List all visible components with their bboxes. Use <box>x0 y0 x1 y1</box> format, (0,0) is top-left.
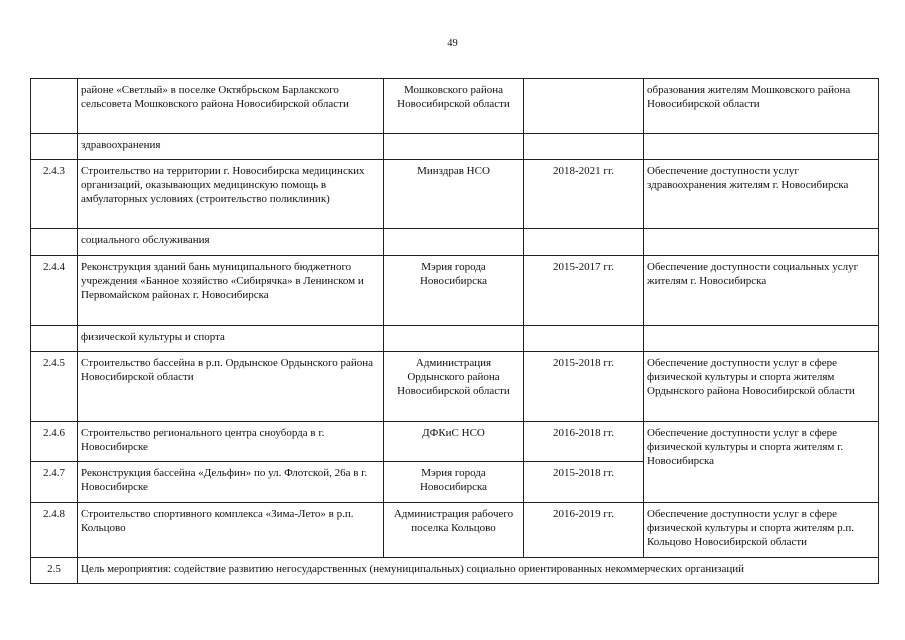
goal-text: Цель мероприятия: содействие развитию негосударственных (немуниципальных) социально ориентированных некоммерческих организаций <box>78 558 879 584</box>
expected-result: Обеспечение доступности услуг в сфере физической культуры и спорта жителям Ордынского района Новосибирской области <box>644 352 879 422</box>
page-number: 49 <box>447 38 458 49</box>
row-number: 2.4.7 <box>31 462 78 503</box>
section-title: социального обслуживания <box>78 229 384 256</box>
activity-name: Строительство бассейна в р.п. Ордынское Ордынского района Новосибирской области <box>78 352 384 422</box>
period <box>524 134 644 160</box>
table-row <box>31 79 879 134</box>
executor: Мошковского района Новосибирской области <box>384 79 524 134</box>
period: 2016-2018 гг. <box>524 422 644 462</box>
activity-name: Строительство спортивного комплекса «Зима-Лето» в р.п. Кольцово <box>78 503 384 558</box>
section-title: физической культуры и спорта <box>78 326 384 352</box>
activity-name: Строительство регионального центра сноуборда в г. Новосибирске <box>78 422 384 462</box>
executor: Мэрия города Новосибирска <box>384 462 524 503</box>
executor: ДФКиС НСО <box>384 422 524 462</box>
executor <box>384 229 524 256</box>
table-row <box>31 256 879 326</box>
period: 2015-2018 гг. <box>524 462 644 503</box>
executor <box>384 134 524 160</box>
expected-result: Обеспечение доступности услуг в сфере физической культуры и спорта жителям г. Новосибирска <box>644 422 879 503</box>
row-number: 2.4.5 <box>31 352 78 422</box>
expected-result <box>644 134 879 160</box>
activity-name: районе «Светлый» в поселке Октябрьском Барлакского сельсовета Мошковского района Новосибирской области <box>78 79 384 134</box>
row-number: 2.4.8 <box>31 503 78 558</box>
row-number <box>31 229 78 256</box>
table-row <box>31 352 879 422</box>
row-number <box>31 79 78 134</box>
row-number: 2.4.3 <box>31 160 78 229</box>
expected-result: Обеспечение доступности услуг здравоохранения жителям г. Новосибирска <box>644 160 879 229</box>
table-row <box>31 503 879 558</box>
section-row <box>31 229 879 256</box>
expected-result <box>644 229 879 256</box>
expected-result: Обеспечение доступности услуг в сфере физической культуры и спорта жителям р.п. Кольцово Новосибирской области <box>644 503 879 558</box>
activity-name: Строительство на территории г. Новосибирска медицинских организаций, оказывающих медицинскую помощь в амбулаторных условиях (строительство поликлиник) <box>78 160 384 229</box>
executor: Мэрия города Новосибирска <box>384 256 524 326</box>
activity-name: Реконструкция зданий бань муниципального бюджетного учреждения «Банное хозяйство «Сибирячка» в Ленинском и Первомайском районах г. Новосибирска <box>78 256 384 326</box>
row-number: 2.4.4 <box>31 256 78 326</box>
executor: Администрация рабочего поселка Кольцово <box>384 503 524 558</box>
table-row <box>31 160 879 229</box>
section-row <box>31 134 879 160</box>
executor <box>384 326 524 352</box>
goal-row <box>31 558 879 584</box>
expected-result <box>644 326 879 352</box>
period <box>524 229 644 256</box>
period: 2016-2019 гг. <box>524 503 644 558</box>
row-number: 2.4.6 <box>31 422 78 462</box>
activity-name: Реконструкция бассейна «Дельфин» по ул. Флотской, 26а в г. Новосибирске <box>78 462 384 503</box>
expected-result: Обеспечение доступности социальных услуг жителям г. Новосибирска <box>644 256 879 326</box>
period: 2015-2017 гг. <box>524 256 644 326</box>
row-number <box>31 134 78 160</box>
period <box>524 326 644 352</box>
section-row <box>31 326 879 352</box>
period: 2015-2018 гг. <box>524 352 644 422</box>
period: 2018-2021 гг. <box>524 160 644 229</box>
period <box>524 79 644 134</box>
table-row <box>31 422 879 462</box>
section-title: здравоохранения <box>78 134 384 160</box>
row-number: 2.5 <box>31 558 78 584</box>
activities-table <box>30 78 879 584</box>
executor: Минздрав НСО <box>384 160 524 229</box>
row-number <box>31 326 78 352</box>
executor: Администрация Ордынского района Новосибирской области <box>384 352 524 422</box>
expected-result: образования жителям Мошковского района Новосибирской области <box>644 79 879 134</box>
